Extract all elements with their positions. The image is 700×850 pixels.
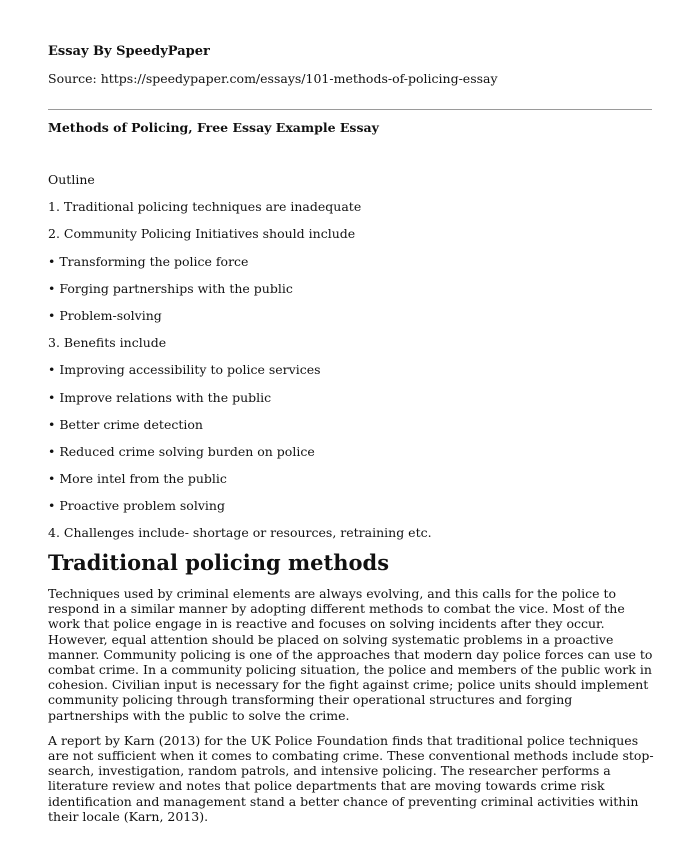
outline-item: • Proactive problem solving xyxy=(48,498,225,514)
outline-item: • Problem-solving xyxy=(48,307,162,323)
divider xyxy=(48,109,652,110)
outline-item: 1. Traditional policing techniques are inadequate xyxy=(48,199,362,215)
outline-item: 4. Challenges include- shortage or resources, retraining etc. xyxy=(48,525,432,541)
outline xyxy=(48,172,652,553)
outline-item: • Improve relations with the public xyxy=(48,389,272,405)
section-heading: Traditional policing methods xyxy=(48,550,390,575)
outline-item: • Better crime detection xyxy=(48,416,203,432)
outline-item: 3. Benefits include xyxy=(48,335,167,351)
document-title: Methods of Policing, Free Essay Example Essay xyxy=(48,120,379,135)
source-line: Source: https://speedypaper.com/essays/101-methods-of-policing-essay xyxy=(48,71,498,86)
paragraph: A report by Karn (2013) for the UK Police Foundation finds that traditional police techniques are not sufficient when it comes to combating crime. These conventional methods include stop-search, investigation, random patrols, and intensive policing. The researcher performs a literature review and notes that police departments that are moving towards crime risk identification and management stand a better chance of preventing criminal activities within their locale (Karn, 2013). xyxy=(48,732,654,824)
header-title: Essay By SpeedyPaper xyxy=(48,44,210,59)
outline-label: Outline xyxy=(48,172,95,187)
outline-item: • Transforming the police force xyxy=(48,253,249,269)
paragraph: Techniques used by criminal elements are always evolving, and this calls for the police to respond in a similar manner by adopting different methods to combat the vice. Most of the work that police engage in is reactive and focuses on solving incidents after they occur. However, equal attention should be placed on solving systematic problems in a proactive manner. Community policing is one of the approaches that modern day police forces can use to combat crime. In a community policing situation, the police and members of the public work in cohesion. Civilian input is necessary for the fight against crime; police units should implement community policing through transforming their operational structures and forging partnerships with the public to solve the crime. xyxy=(48,586,653,723)
essay-body xyxy=(48,586,654,834)
outline-item: • Forging partnerships with the public xyxy=(48,280,293,296)
outline-item: • Improving accessibility to police services xyxy=(48,362,321,378)
outline-item: 2. Community Policing Initiatives should include xyxy=(48,226,356,242)
outline-item: • Reduced crime solving burden on police xyxy=(48,443,315,459)
outline-item: • More intel from the public xyxy=(48,471,227,487)
